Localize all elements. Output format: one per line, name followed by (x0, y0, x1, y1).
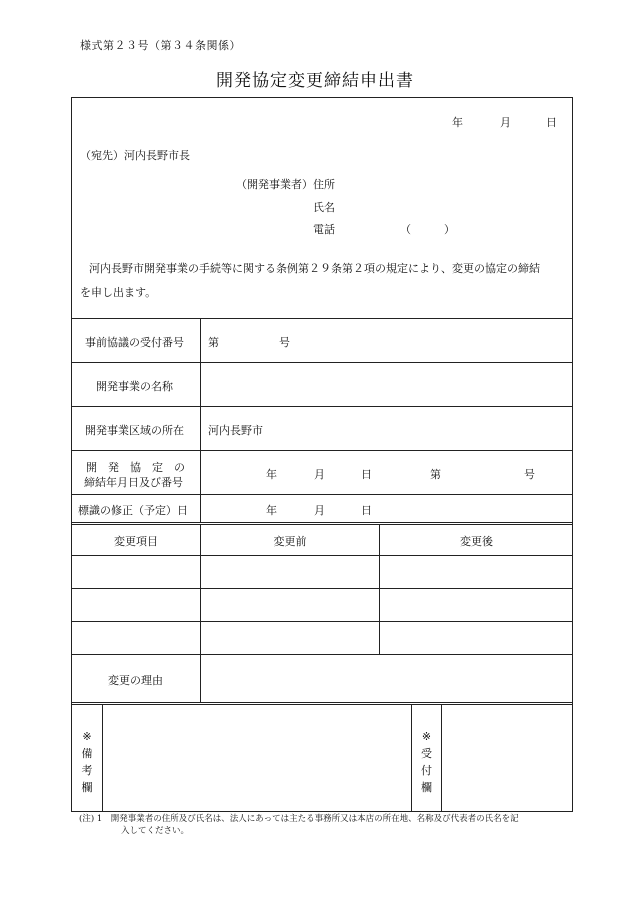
change-header-before: 変更前 (273, 535, 307, 548)
receipt-label: ※ 受 付 欄 (421, 730, 432, 794)
applicant-role-label: （開発事業者） (236, 178, 313, 191)
divider (71, 362, 573, 363)
divider (71, 522, 573, 523)
prior-consult-label: 事前協議の受付番号 (85, 336, 184, 349)
phone-label: 電話 (313, 223, 335, 236)
sign-fix-label: 標識の修正（予定）日 (78, 504, 188, 517)
sign-fix-month: 月 (314, 504, 325, 517)
area-location-label: 開発事業区域の所在 (85, 424, 184, 437)
change-reason-label: 変更の理由 (108, 674, 163, 687)
project-name-label: 開発事業の名称 (96, 380, 173, 393)
agreement-label-line1: 開 発 協 定 の (86, 461, 185, 474)
divider (71, 318, 573, 319)
sign-fix-day: 日 (361, 504, 372, 517)
divider (71, 621, 573, 622)
prior-consult-number-field[interactable] (208, 324, 568, 356)
footnote (79, 813, 519, 837)
footnote-line1: (注) 1 開発事業者の住所及び氏名は、法人にあっては主たる事務所又は本店の所在地、名称及び代表者の氏名を記 (79, 814, 519, 824)
divider (71, 406, 573, 407)
name-label: 氏名 (313, 201, 335, 214)
project-name-field[interactable] (208, 368, 568, 400)
column-divider (441, 704, 442, 812)
column-divider (200, 318, 201, 522)
prior-consult-prefix: 第 (208, 336, 219, 349)
divider (71, 704, 573, 705)
divider (71, 450, 573, 451)
agreement-no-prefix: 第 (430, 468, 441, 481)
sign-fix-year: 年 (266, 504, 277, 517)
phone-parens: （ ） (400, 223, 455, 236)
addressee: （宛先）河内長野市長 (80, 149, 190, 162)
agreement-year: 年 (266, 468, 277, 481)
column-divider (200, 524, 201, 702)
agreement-month: 月 (314, 468, 325, 481)
divider (71, 588, 573, 589)
divider (71, 524, 573, 525)
divider (71, 555, 573, 556)
body-text-line1: 河内長野市開発事業の手続等に関する条例第２９条第２項の規定により、変更の協定の締結 (89, 262, 540, 275)
agreement-no-suffix: 号 (524, 468, 535, 481)
date-month: 月 (500, 116, 511, 129)
date-day: 日 (546, 116, 557, 129)
change-header-after: 変更後 (460, 535, 493, 548)
page-title: 開発協定変更締結申出書 (216, 71, 414, 91)
area-location-value[interactable]: 河内長野市 (208, 424, 263, 437)
divider (71, 494, 573, 495)
agreement-day: 日 (361, 468, 372, 481)
prior-consult-suffix: 号 (279, 336, 290, 349)
address-label: 住所 (313, 178, 335, 191)
body-text-line2: を申し出ます。 (80, 286, 157, 299)
change-reason-field[interactable] (205, 660, 567, 698)
divider (71, 654, 573, 655)
date-year: 年 (452, 116, 463, 129)
footnote-line2: 入してください。 (121, 826, 190, 836)
remarks-label: ※ 備 考 欄 (81, 730, 93, 794)
agreement-label-line2: 締結年月日及び番号 (84, 476, 183, 489)
column-divider (102, 704, 103, 812)
divider (71, 702, 573, 703)
change-header-item: 変更項目 (114, 535, 158, 548)
form-number: 様式第２３号（第３４条関係） (80, 39, 241, 52)
